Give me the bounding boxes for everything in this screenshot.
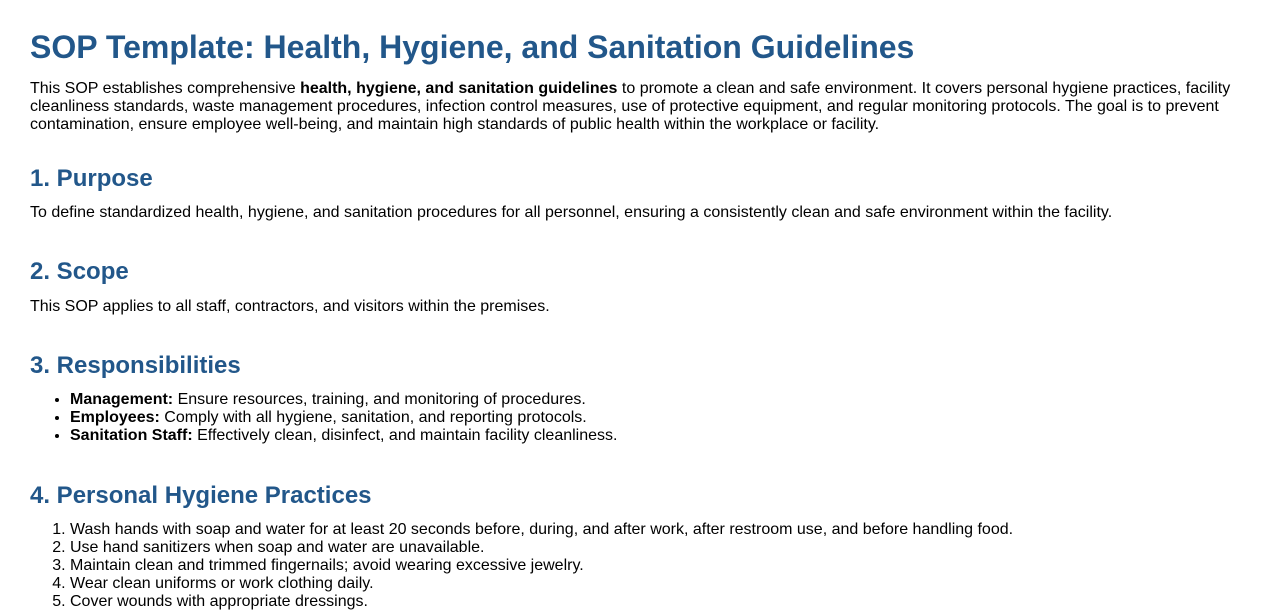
responsibility-text: Comply with all hygiene, sanitation, and reporting protocols. [159,409,587,426]
scope-text: This SOP applies to all staff, contractors, and visitors within the premises. [30,298,550,315]
responsibility-label: Management: [70,391,174,408]
list-item [70,391,1233,409]
section-heading-hygiene: 4. Personal Hygiene Practices [30,482,372,509]
list-item [70,427,1233,445]
intro-text-after: to promote a clean and safe environment. It covers personal hygiene practices, facility cleanliness standards, waste management procedures, infection control measures, use of protective equipment, and regular monitoring protocols. The goal is to prevent contamination, ensure employee well-being, and maintain high standards of public health within the workplace or facility. [30,80,1231,133]
intro-text-bold: health, hygiene, and sanitation guidelines [300,80,618,97]
list-item: 4. Wear clean uniforms or work clothing daily. [70,575,1233,593]
hygiene-practices-list [30,521,1233,611]
intro-text-before: This SOP establishes comprehensive [30,80,301,97]
responsibility-label: Sanitation Staff: [70,427,193,444]
list-item: 5. Cover wounds with appropriate dressings. [70,593,1233,611]
intro-paragraph [30,80,1233,134]
section-heading-scope: 2. Scope [30,258,129,285]
document-page [0,29,1263,611]
section-heading-purpose: 1. Purpose [30,165,153,192]
responsibility-text: Ensure resources, training, and monitoring of procedures. [173,391,586,408]
list-item: 1. Wash hands with soap and water for at least 20 seconds before, during, and after work, after restroom use, and before handling food. [70,521,1233,539]
list-item: 2. Use hand sanitizers when soap and water are unavailable. [70,539,1233,557]
page-title: SOP Template: Health, Hygiene, and Sanitation Guidelines [30,29,915,65]
responsibility-label: Employees: [70,409,160,426]
section-heading-responsibilities: 3. Responsibilities [30,352,241,379]
list-item: 3. Maintain clean and trimmed fingernails; avoid wearing excessive jewelry. [70,557,1233,575]
list-item [70,409,1233,427]
responsibilities-list [30,391,1233,445]
purpose-text: To define standardized health, hygiene, and sanitation procedures for all personnel, ensuring a consistently clean and safe environment within the facility. [30,204,1113,221]
responsibility-text: Effectively clean, disinfect, and maintain facility cleanliness. [192,427,618,444]
